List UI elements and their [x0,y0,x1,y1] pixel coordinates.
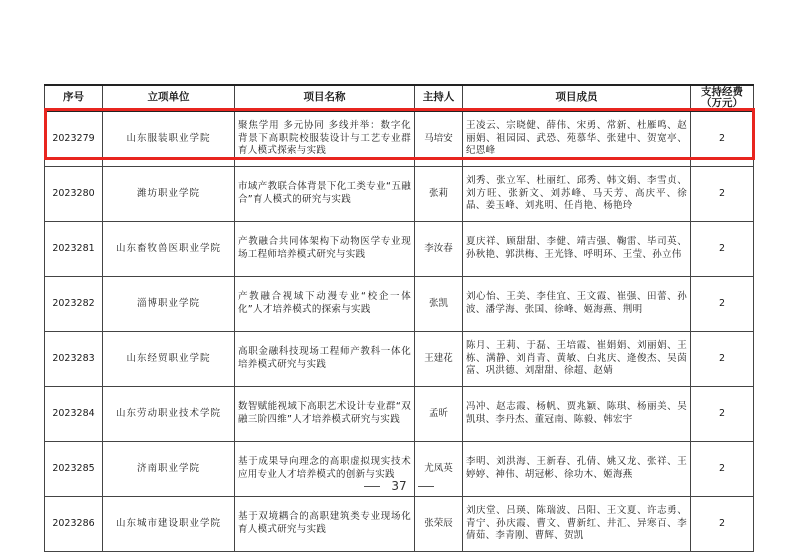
cell-host: 李汝春 [415,222,463,277]
cell-no: 2023284 [45,387,103,442]
cell-members: 刘庆堂、吕瑛、陈瑞波、吕阳、王文夏、许志勇、青宁、孙庆霞、曹文、曹新红、井汇、异寒百、李倩茹、李青刚、曹辉、贺凯 [463,497,691,552]
cell-unit: 山东城市建设职业学院 [103,497,235,552]
cell-fund: 2 [691,111,754,167]
footer-dash-left [364,486,380,487]
cell-members: 刘秀、张立军、杜丽红、邱秀、韩文娟、李雪贞、刘方旺、张新文、刘苏峰、马天芳、高庆平、徐晶、姜玉峰、刘兆明、任肖艳、杨艳玲 [463,167,691,222]
cell-no: 2023280 [45,167,103,222]
page-footer [0,479,798,493]
cell-project-name: 高职金融科技现场工程师产教科一体化培养模式研究与实践 [235,332,415,387]
cell-host: 孟昕 [415,387,463,442]
cell-fund: 2 [691,222,754,277]
cell-host: 张莉 [415,167,463,222]
cell-host: 张凯 [415,277,463,332]
cell-no: 2023285 [45,442,103,497]
page-number: 37 [391,479,407,493]
table-row [45,387,754,442]
cell-members: 王凌云、宗晓健、薛伟、宋勇、常新、杜雁鸣、赵丽娟、祖园园、武恐、苑慕华、张建中、贺宽亭、纪恩峰 [463,111,691,167]
table-row [45,277,754,332]
cell-project-name: 基于成果导向理念的高职虚拟现实技术应用专业人才培养模式的创新与实践 [235,442,415,497]
cell-unit: 山东服装职业学院 [103,111,235,167]
footer-dash-right [418,486,434,487]
header-host: 主持人 [415,85,463,111]
cell-fund: 2 [691,332,754,387]
cell-no: 2023286 [45,497,103,552]
cell-fund: 2 [691,497,754,552]
header-row [45,85,754,111]
cell-fund: 2 [691,167,754,222]
header-name: 项目名称 [235,85,415,111]
cell-members: 李明、刘洪海、王新春、孔倩、姚又龙、张祥、王婷婷、神伟、胡冠彬、徐功木、姬海燕 [463,442,691,497]
cell-host: 马培安 [415,111,463,167]
cell-fund: 2 [691,442,754,497]
header-members: 项目成员 [463,85,691,111]
table-row [45,222,754,277]
cell-members: 冯冲、赵志霞、杨帆、贾兆颖、陈琪、杨丽美、吴凯琪、李丹杰、董冠南、陈毅、韩宏宇 [463,387,691,442]
cell-project-name: 基于双境耦合的高职建筑类专业现场化育人模式研究与实践 [235,497,415,552]
cell-unit: 济南职业学院 [103,442,235,497]
cell-project-name: 市域产教联合体背景下化工类专业“五融合”育人模式的研究与实践 [235,167,415,222]
cell-members: 陈月、王莉、于磊、王培霞、崔娟娟、刘丽娟、王栋、满静、刘肖青、黄敏、白兆庆、逄俊杰、吴茵富、巩洪德、刘甜甜、徐超、赵婧 [463,332,691,387]
table-header [45,85,754,111]
cell-unit: 淄博职业学院 [103,277,235,332]
cell-project-name: 产教融合共同体架构下动物医学专业现场工程师培养模式研究与实践 [235,222,415,277]
cell-fund: 2 [691,277,754,332]
cell-no: 2023282 [45,277,103,332]
table-row [45,332,754,387]
table-row [45,167,754,222]
cell-members: 刘心怡、王美、李佳宜、王文霞、崔强、田蕾、孙波、潘学海、张国、徐峰、姬海燕、荆明 [463,277,691,332]
table-row [45,497,754,552]
cell-unit: 潍坊职业学院 [103,167,235,222]
cell-fund: 2 [691,387,754,442]
cell-project-name: 产教融合视域下动漫专业“校企一体化”人才培养模式的探索与实践 [235,277,415,332]
cell-unit: 山东劳动职业技术学院 [103,387,235,442]
cell-no: 2023279 [45,111,103,167]
cell-project-name: 数智赋能视域下高职艺术设计专业群“双融三阶四维”人才培养模式研究与实践 [235,387,415,442]
cell-members: 夏庆祥、顾甜甜、李健、靖吉强、鞠雷、毕司英、孙秋艳、郭洪梅、王光锋、呼明环、王莹、孙立伟 [463,222,691,277]
cell-unit: 山东畜牧兽医职业学院 [103,222,235,277]
table-row [45,111,754,167]
cell-host: 尤凤英 [415,442,463,497]
cell-no: 2023283 [45,332,103,387]
cell-host: 张荣辰 [415,497,463,552]
header-unit: 立项单位 [103,85,235,111]
cell-host: 王建花 [415,332,463,387]
cell-unit: 山东经贸职业学院 [103,332,235,387]
cell-no: 2023281 [45,222,103,277]
header-fund: 支持经费（万元） [691,85,754,111]
header-no: 序号 [45,85,103,111]
cell-project-name: 聚焦学用 多元协同 多线并举：数字化背景下高职院校服装设计与工艺专业群育人模式探索与实践 [235,111,415,167]
